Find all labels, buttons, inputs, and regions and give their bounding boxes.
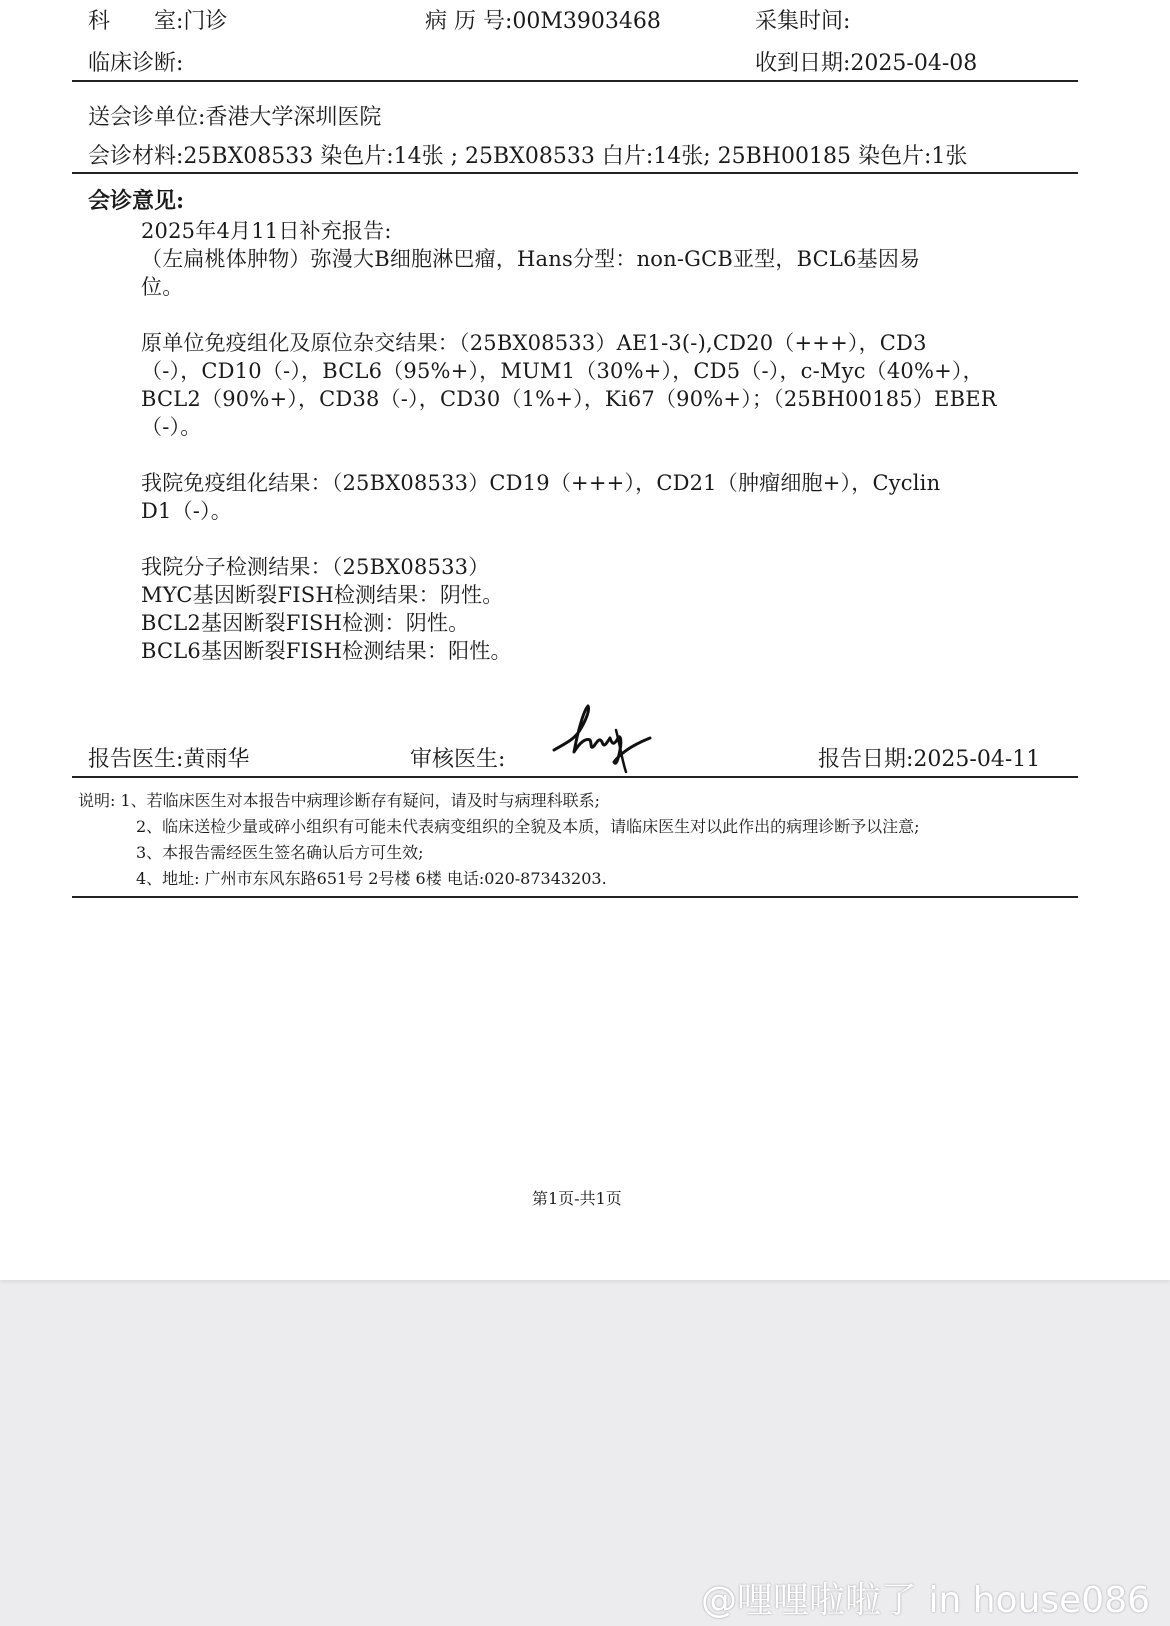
opinion-line: 我院分子检测结果：（25BX08533） xyxy=(141,555,490,579)
opinion-line: BCL6基因断裂FISH检测结果：阳性。 xyxy=(141,639,512,663)
opinion-title: 会诊意见: xyxy=(88,188,185,214)
opinion-line: D1（-）。 xyxy=(141,499,232,523)
opinion-line: （-）。 xyxy=(141,415,202,439)
receive-date: 收到日期:2025-04-08 xyxy=(755,51,978,76)
opinion-line: 我院免疫组化结果：（25BX08533）CD19（+++），CD21（肿瘤细胞+），Cyclin xyxy=(141,471,941,495)
collect-time: 采集时间: xyxy=(755,9,851,34)
report-date: 报告日期:2025-04-11 xyxy=(818,747,1041,772)
department: 科 室:门诊 xyxy=(88,9,228,34)
watermark: @哩哩啦啦了 in house086 xyxy=(701,1580,1150,1621)
consult-materials: 会诊材料:25BX08533 染色片:14张 ; 25BX08533 白片:14张; 25BH00185 染色片:1张 xyxy=(88,144,968,169)
record-number: 病 历 号:00M3903468 xyxy=(425,9,661,34)
opinion-line: （左扁桃体肿物）弥漫大B细胞淋巴瘤，Hans分型：non-GCB亚型，BCL6基因易 xyxy=(141,247,921,271)
consult-unit: 送会诊单位:香港大学深圳医院 xyxy=(88,105,382,130)
divider xyxy=(72,172,1078,174)
opinion-line: （-），CD10（-），BCL6（95%+），MUM1（30%+），CD5（-），c-Myc（40%+）， xyxy=(141,359,984,383)
opinion-line: BCL2基因断裂FISH检测：阴性。 xyxy=(141,611,470,635)
clinical-diagnosis: 临床诊断: xyxy=(88,51,184,76)
page-number: 第1页-共1页 xyxy=(532,1189,622,1208)
opinion-line: 位。 xyxy=(141,275,184,299)
opinion-line: MYC基因断裂FISH检测结果：阴性。 xyxy=(141,583,504,607)
opinion-line: BCL2（90%+），CD38（-），CD30（1%+），Ki67（90%+）；（25BH00185）EBER xyxy=(141,387,997,411)
opinion-line: 2025年4月11日补充报告: xyxy=(141,219,392,243)
divider xyxy=(72,776,1078,778)
opinion-line: 原单位免疫组化及原位杂交结果：（25BX08533）AE1-3(-),CD20（+++），CD3 xyxy=(141,331,927,355)
reporter: 报告医生:黄雨华 xyxy=(88,747,250,772)
note-item: 说明: 1、若临床医生对本报告中病理诊断存有疑问，请及时与病理科联系; xyxy=(78,791,601,810)
divider xyxy=(72,80,1078,82)
handwritten-signature-icon xyxy=(550,700,655,775)
note-item: 4、地址: 广州市东风东路651号 2号楼 6楼 电话:020-87343203. xyxy=(136,869,607,888)
reviewer: 审核医生: xyxy=(410,747,506,772)
note-item: 3、本报告需经医生签名确认后方可生效; xyxy=(136,843,424,862)
divider xyxy=(72,896,1078,898)
note-item: 2、临床送检少量或碎小组织有可能未代表病变组织的全貌及本质，请临床医生对以此作出的病理诊断予以注意; xyxy=(136,817,920,836)
